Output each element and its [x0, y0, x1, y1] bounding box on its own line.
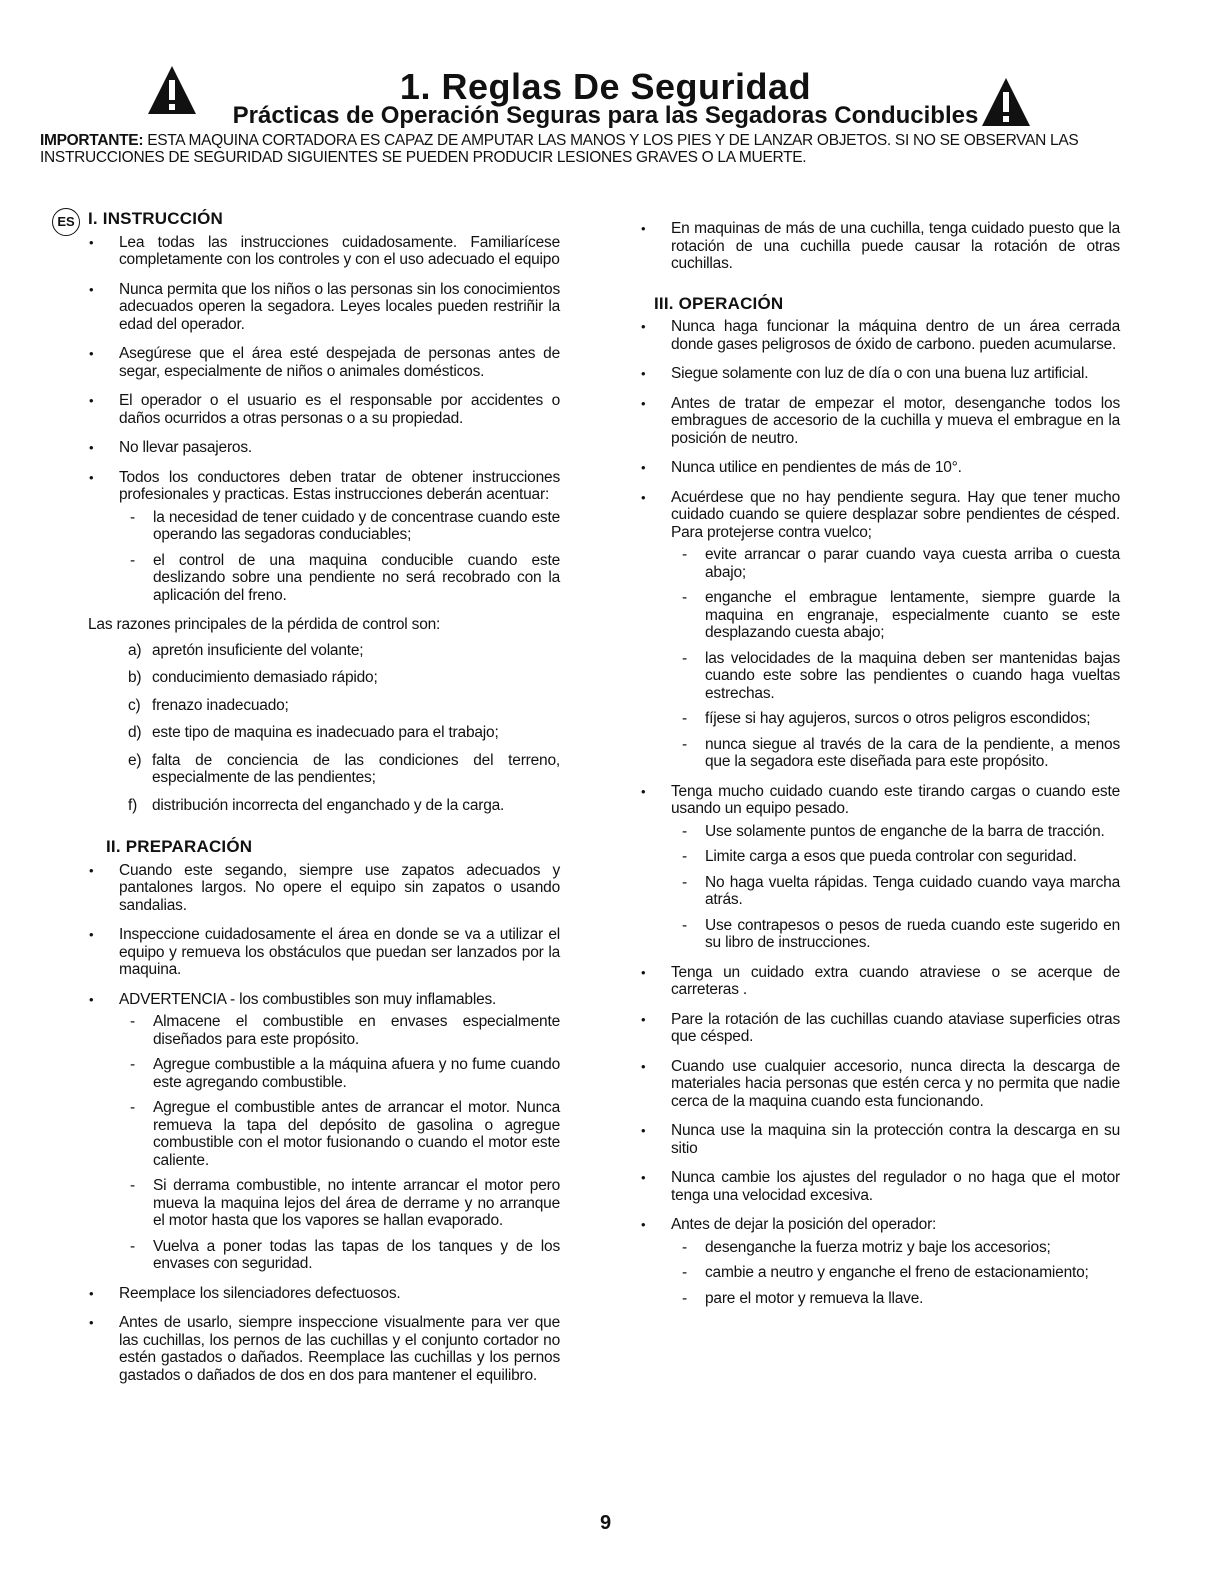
list-item: [640, 489, 1120, 771]
section-heading-preparacion: II. PREPARACIÓN: [106, 837, 253, 856]
reason-letter: c): [128, 696, 141, 714]
list-item: • Nunca permita que los niños o las personas sin los conocimientos adecuados operen la segadora. Leyes locales pueden restriñir la edad del operador.: [88, 281, 560, 334]
reason-text: este tipo de maquina es inadecuado para el trabajo;: [152, 724, 499, 741]
list-item-text: Todos los conductores deben tratar de obtener instrucciones profesionales y practicas. Estas instrucciones deberán acentuar:: [119, 468, 560, 503]
sub-list-item: - Almacene el combustible en envases especialmente diseñados para este propósito.: [119, 1013, 560, 1048]
page-number: 9: [599, 1512, 612, 1534]
important-text: ESTA MAQUINA CORTADORA ES CAPAZ DE AMPUTAR LAS MANOS Y LOS PIES Y DE LANZAR OBJETOS. SI NO SE OBSERVAN LAS INSTRUCCIONES DE SEGURIDAD SIGUIENTES SE PUEDEN PRODUCIR LESIONES GRAVES O LA MUERTE.: [40, 132, 1079, 166]
sub-list-item: - desenganche la fuerza motriz y baje los accesorios;: [671, 1239, 1120, 1257]
sub-list-item: - pare el motor y remueva la llave.: [671, 1290, 1120, 1308]
list-item: • Reemplace los silenciadores defectuosos.: [88, 1285, 560, 1303]
list-item: • Cuando este segando, siempre use zapatos adecuados y pantalones largos. No opere el equipo sin zapatos o usando sandalias.: [88, 862, 560, 915]
list-item: • Cuando use cualquier accesorio, nunca directa la descarga de materiales hacia personas que estén cerca y no permita que nadie cerca de la maquina cuando esta funcionando.: [640, 1058, 1120, 1111]
list-item: • Nunca haga funcionar la máquina dentro de un área cerrada donde gases peligrosos de óxido de carbono. pueden acumularse.: [640, 318, 1120, 353]
list-item: • Lea todas las instrucciones cuidadosamente. Familiarícese completamente con los controles y con el uso adecuado el equipo: [88, 234, 560, 269]
reason-text: frenazo inadecuado;: [152, 696, 289, 714]
list-item: [640, 1216, 1120, 1307]
sub-list-item: - fíjese si hay agujeros, surcos o otros peligros escondidos;: [671, 710, 1120, 728]
sub-list-item: - enganche el embrague lentamente, siempre guarde la maquina en engranaje, especialmente cuanto se este desplazando cuesta abajo;: [671, 589, 1120, 642]
sub-list-item: - el control de una maquina conducible cuando este deslizando sobre una pendiente no será recobrado con la aplicación del freno.: [119, 552, 560, 605]
sub-list-item: - evite arrancar o parar cuando vaya cuesta arriba o cuesta abajo;: [671, 546, 1120, 581]
list-item-text: ADVERTENCIA - los combustibles son muy inflamables.: [119, 990, 497, 1008]
sub-list-item: - No haga vuelta rápidas. Tenga cuidado cuando vaya marcha atrás.: [671, 874, 1120, 909]
section-heading-instruccion: I. INSTRUCCIÓN: [88, 209, 224, 228]
important-warning: [40, 132, 1180, 166]
section-heading-operacion: III. OPERACIÓN: [654, 293, 784, 313]
list-item: [640, 783, 1120, 952]
list-item: • El operador o el usuario es el responsable por accidentes o daños ocurridos a otras personas o a su propiedad.: [88, 392, 560, 427]
sub-list-item: - nunca siegue al través de la cara de la pendiente, a menos que la segadora este diseñada para este propósito.: [671, 736, 1120, 771]
list-item: • Antes de usarlo, siempre inspeccione visualmente para ver que las cuchillas, los pernos de las cuchillas y el conjunto cortador no estén gastados o dañados. Reemplace las cuchillas y los pernos gastados o dañados de dos en dos para mantener el equilibro.: [88, 1314, 560, 1384]
sub-list-item: - la necesidad de tener cuidado y de concentrase cuando este operando las segadoras conduciables;: [119, 509, 560, 544]
reason-item: [88, 669, 560, 687]
sub-list-item: - las velocidades de la maquina deben ser mantenidas bajas cuando este sobre las pendientes o cuando haga vueltas estrechas.: [671, 650, 1120, 703]
sub-list-item: - Use solamente puntos de enganche de la barra de tracción.: [671, 823, 1120, 841]
sub-list-item: - Vuelva a poner todas las tapas de los tanques y de los envases con seguridad.: [119, 1238, 560, 1273]
right-column: [640, 210, 1120, 1319]
sub-list-item: - cambie a neutro y enganche el freno de estacionamiento;: [671, 1264, 1120, 1282]
sub-list-item: - Agregue el combustible antes de arrancar el motor. Nunca remueva la tapa del depósito de gasolina o agregue combustible con el motor fusionando o cuando el motor este caliente.: [119, 1099, 560, 1169]
important-label: IMPORTANTE:: [40, 132, 144, 149]
reason-item: [88, 642, 560, 660]
left-column: [88, 210, 560, 1396]
list-item: • Asegúrese que el área esté despejada de personas antes de segar, especialmente de niños o animales domésticos.: [88, 345, 560, 380]
sub-list-item: - Agregue combustible a la máquina afuera y no fume cuando este agregando combustible.: [119, 1056, 560, 1091]
reason-letter: e): [128, 751, 142, 769]
reason-letter: d): [128, 724, 142, 741]
reasons-intro: Las razones principales de la pérdida de control son:: [88, 616, 441, 633]
sub-list-item: - Use contrapesos o pesos de rueda cuando este sugerido en su libro de instrucciones.: [671, 917, 1120, 952]
reason-letter: b): [128, 669, 142, 686]
reason-text: distribución incorrecta del enganchado y de la carga.: [152, 796, 505, 814]
list-item: • Pare la rotación de las cuchillas cuando ataviase superficies otras que césped.: [640, 1011, 1120, 1046]
reason-text: apretón insuficiente del volante;: [152, 641, 364, 659]
reason-letter: f): [128, 796, 138, 814]
reason-letter: a): [128, 641, 142, 659]
list-item: • Nunca cambie los ajustes del regulador o no haga que el motor tenga una velocidad excesiva.: [640, 1169, 1120, 1204]
list-item: • Tenga un cuidado extra cuando atraviese o se acerque de carreteras .: [640, 964, 1120, 999]
list-item-text: Tenga mucho cuidado cuando este tirando cargas o cuando este usando un equipo pesado.: [671, 782, 1120, 817]
page-subtitle: Prácticas de Operación Seguras para las Segadoras Conducibles: [232, 102, 979, 129]
reason-item: [88, 797, 560, 815]
reason-text: conducimiento demasiado rápido;: [152, 669, 378, 686]
list-item: • Inspeccione cuidadosamente el área en donde se va a utilizar el equipo y remueva los obstáculos que puedan ser lanzados por la maquina.: [88, 926, 560, 979]
reason-item: [88, 697, 560, 715]
reason-item: [88, 724, 560, 742]
es-language-icon: ES: [52, 208, 80, 236]
reason-item: [88, 752, 560, 787]
list-item: • Siegue solamente con luz de día o con una buena luz artificial.: [640, 365, 1120, 383]
list-item: [88, 991, 560, 1273]
list-item: • Nunca use la maquina sin la protección contra la descarga en su sitio: [640, 1122, 1120, 1157]
list-item-text: Acuérdese que no hay pendiente segura. Hay que tener mucho cuidado cuando se quiere desplazar sobre pendientes de césped. Para protejerse contra vuelco;: [671, 488, 1120, 541]
list-item: • En maquinas de más de una cuchilla, tenga cuidado puesto que la rotación de una cuchilla puede causar la rotación de otras cuchillas.: [640, 220, 1120, 273]
list-item-text: Antes de dejar la posición del operador:: [671, 1216, 937, 1233]
page-title: 1. Reglas De Seguridad: [399, 66, 812, 107]
sub-list-item: - Limite carga a esos que pueda controlar con seguridad.: [671, 848, 1120, 866]
list-item: • Antes de tratar de empezar el motor, desenganche todos los embragues de accesorio de la cuchilla y mueva el embrague en la posición de neutro.: [640, 395, 1120, 448]
list-item: [88, 469, 560, 605]
list-item: • Nunca utilice en pendientes de más de 10°.: [640, 459, 1120, 477]
sub-list-item: - Si derrama combustible, no intente arrancar el motor pero mueva la maquina lejos del área de derrame y no arranque el motor hasta que los vapores se hallan evaporado.: [119, 1177, 560, 1230]
reason-text: falta de conciencia de las condiciones del terreno, especialmente de las pendientes;: [152, 751, 560, 786]
list-item: • No llevar pasajeros.: [88, 439, 560, 457]
